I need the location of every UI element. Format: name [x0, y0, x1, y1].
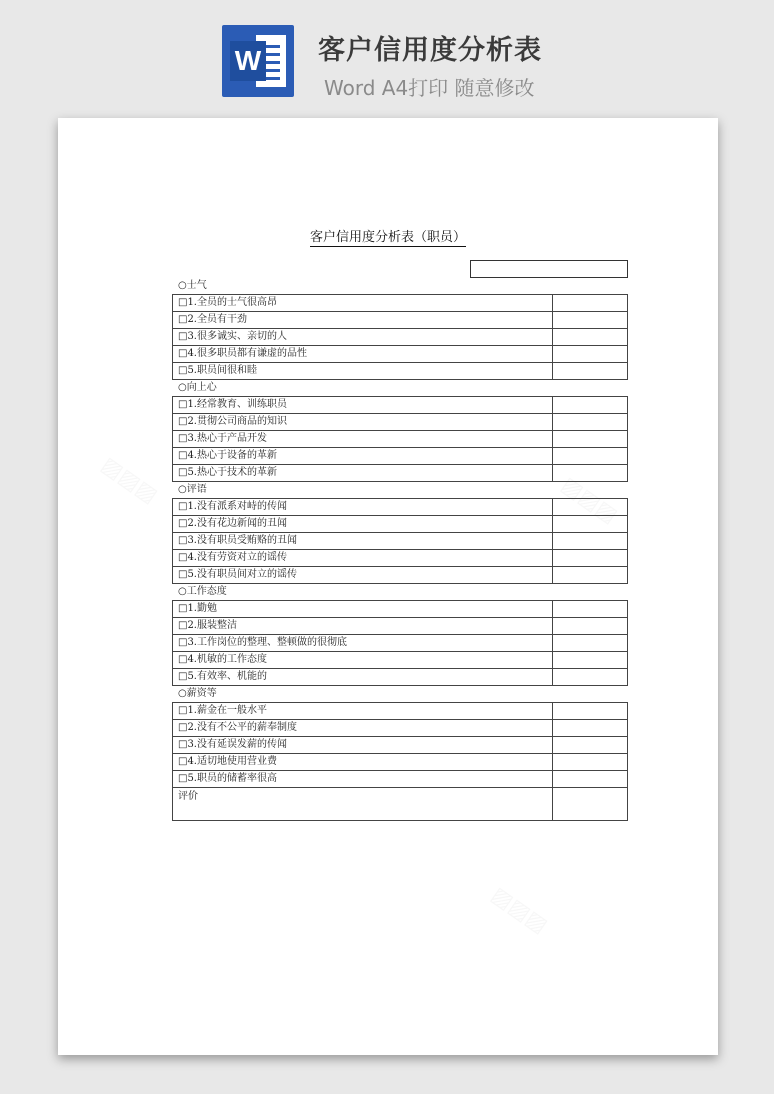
score-cell[interactable] [553, 346, 627, 362]
section-table [172, 498, 628, 584]
page-subtitle: Word A4打印 随意修改 [324, 76, 535, 100]
checklist-item-label[interactable]: □4.没有劳资对立的谣传 [173, 550, 553, 566]
checklist-item-label[interactable]: □1.经常教育、训练职员 [173, 397, 553, 413]
checklist-row [173, 719, 627, 736]
checklist-row [173, 345, 627, 362]
analysis-form [172, 278, 628, 821]
checklist-row [173, 295, 627, 311]
score-cell[interactable] [553, 312, 627, 328]
checklist-item-label[interactable]: □3.没有延误发薪的传闻 [173, 737, 553, 753]
checklist-row [173, 703, 627, 719]
watermark: ▨▨▨ [556, 472, 622, 529]
checklist-item-label[interactable]: □5.没有职员间对立的谣传 [173, 567, 553, 583]
checklist-row [173, 549, 627, 566]
checklist-row [173, 753, 627, 770]
checklist-item-label[interactable]: □2.全员有干劲 [173, 312, 553, 328]
section-table [172, 294, 628, 380]
score-cell[interactable] [553, 465, 627, 481]
checklist-row [173, 447, 627, 464]
score-cell[interactable] [553, 754, 627, 770]
checklist-row [173, 311, 627, 328]
checklist-item-label[interactable]: □5.职员的储蓄率很高 [173, 771, 553, 787]
score-cell[interactable] [553, 703, 627, 719]
checklist-row [173, 499, 627, 515]
checklist-item-label[interactable]: □1.没有派系对峙的传闻 [173, 499, 553, 515]
score-cell[interactable] [553, 329, 627, 345]
section-title: ○薪资等 [178, 688, 217, 699]
watermark: ▨▨▨ [96, 452, 162, 509]
score-cell[interactable] [553, 669, 627, 685]
score-cell[interactable] [553, 431, 627, 447]
checklist-row [173, 651, 627, 668]
checklist-row [173, 736, 627, 753]
document-page [58, 118, 718, 1055]
score-cell[interactable] [553, 516, 627, 532]
checklist-row [173, 413, 627, 430]
checklist-row [173, 362, 627, 379]
checklist-row [173, 634, 627, 651]
score-cell[interactable] [553, 720, 627, 736]
section-title: ○士气 [178, 280, 207, 291]
score-cell[interactable] [553, 652, 627, 668]
checklist-item-label[interactable]: □5.职员间很和睦 [173, 363, 553, 379]
checklist-row [173, 397, 627, 413]
checklist-row [173, 566, 627, 583]
checklist-item-label[interactable]: □4.热心于设备的革新 [173, 448, 553, 464]
score-cell[interactable] [553, 550, 627, 566]
checklist-item-label[interactable]: □4.很多职员都有谦虚的品性 [173, 346, 553, 362]
checklist-item-label[interactable]: □5.热心于技术的革新 [173, 465, 553, 481]
checklist-item-label[interactable]: □3.工作岗位的整理、整顿做的很彻底 [173, 635, 553, 651]
section-table [172, 702, 628, 788]
score-cell[interactable] [553, 533, 627, 549]
word-app-icon [222, 25, 294, 97]
section-title: ○评语 [178, 484, 207, 495]
score-cell[interactable] [553, 295, 627, 311]
section-title: ○工作态度 [178, 586, 227, 597]
word-icon-letter: W [230, 41, 266, 81]
checklist-row [173, 601, 627, 617]
checklist-item-label[interactable]: □5.有效率、机能的 [173, 669, 553, 685]
section-title: ○向上心 [178, 382, 217, 393]
document-title: 客户信用度分析表（职员） [309, 230, 466, 245]
score-cell[interactable] [553, 363, 627, 379]
checklist-row [173, 430, 627, 447]
score-cell[interactable] [553, 771, 627, 787]
score-cell[interactable] [553, 737, 627, 753]
checklist-item-label[interactable]: □2.服装整洁 [173, 618, 553, 634]
checklist-item-label[interactable]: □3.很多诚实、亲切的人 [173, 329, 553, 345]
page-title: 客户信用度分析表 [318, 35, 542, 66]
evaluation-label: 评价 [173, 788, 553, 820]
section-table [172, 396, 628, 482]
score-cell[interactable] [553, 635, 627, 651]
score-cell[interactable] [553, 567, 627, 583]
checklist-item-label[interactable]: □1.全员的士气很高昂 [173, 295, 553, 311]
checklist-item-label[interactable]: □2.没有不公平的薪奉制度 [173, 720, 553, 736]
score-cell[interactable] [553, 601, 627, 617]
checklist-item-label[interactable]: □2.贯彻公司商品的知识 [173, 414, 553, 430]
checklist-item-label[interactable]: □1.勤勉 [173, 601, 553, 617]
checklist-item-label[interactable]: □3.热心于产品开发 [173, 431, 553, 447]
watermark: ▨▨▨ [486, 882, 552, 939]
checklist-item-label[interactable]: □2.没有花边新闻的丑闻 [173, 516, 553, 532]
section-table [172, 600, 628, 686]
score-cell[interactable] [553, 397, 627, 413]
checklist-row [173, 328, 627, 345]
page-header [0, 0, 774, 110]
checklist-row [173, 770, 627, 787]
top-entry-box[interactable] [470, 260, 628, 278]
score-cell[interactable] [553, 499, 627, 515]
score-cell[interactable] [553, 448, 627, 464]
checklist-item-label[interactable]: □1.薪金在一般水平 [173, 703, 553, 719]
checklist-row [173, 464, 627, 481]
score-cell[interactable] [553, 618, 627, 634]
evaluation-score-cell[interactable] [553, 788, 627, 820]
checklist-row [173, 532, 627, 549]
checklist-item-label[interactable]: □4.机敏的工作态度 [173, 652, 553, 668]
checklist-item-label[interactable]: □3.没有职员受贿赂的丑闻 [173, 533, 553, 549]
checklist-item-label[interactable]: □4.适切地使用营业费 [173, 754, 553, 770]
score-cell[interactable] [553, 414, 627, 430]
checklist-row [173, 617, 627, 634]
evaluation-row [172, 788, 628, 821]
checklist-row [173, 515, 627, 532]
checklist-row [173, 668, 627, 685]
